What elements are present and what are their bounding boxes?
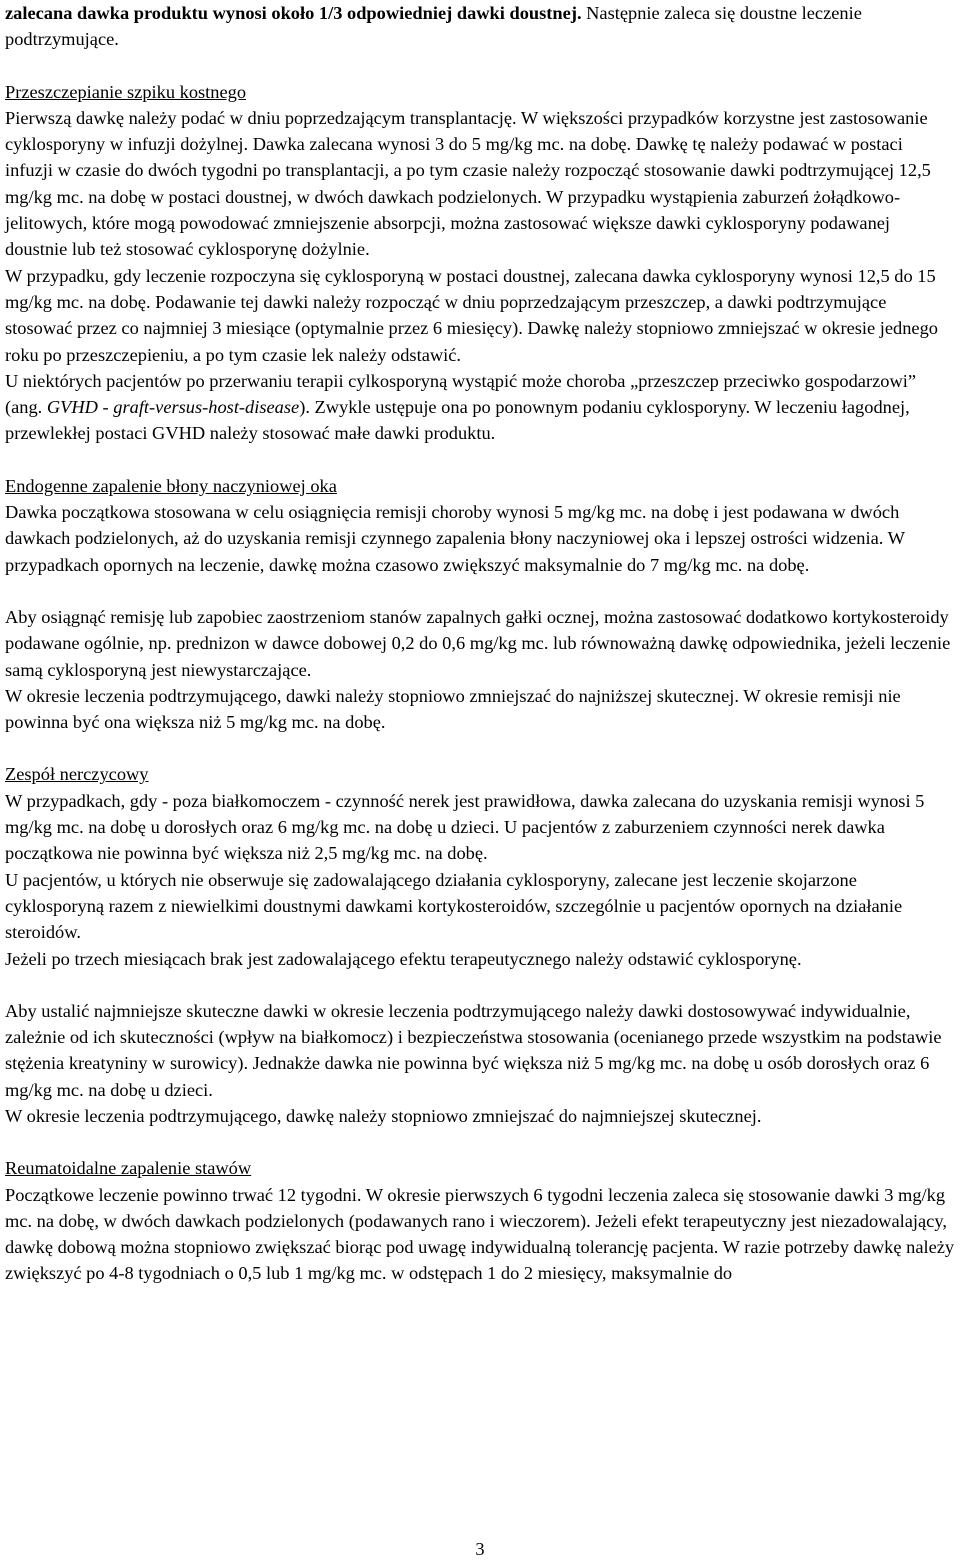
spacer	[5, 1129, 955, 1155]
gvhd-italic-term: GVHD - graft-versus-host-disease	[46, 397, 300, 418]
uveitis-section	[5, 473, 955, 578]
paragraph: Jeżeli po trzech miesiącach brak jest zadowalającego efektu terapeutycznego należy odstawić cyklosporynę.	[5, 948, 802, 969]
section-heading-uveitis: Endogenne zapalenie błony naczyniowej oka	[5, 475, 337, 496]
paragraph: W przypadku, gdy leczenie rozpoczyna się cyklosporyną w postaci doustnej, zalecana dawka cyklosporyny wynosi 12,5 do 15 mg/kg mc. na dobę. Podawanie tej dawki należy rozpocząć w dniu poprzedzającym przeszczep, a dawki podtrzymujące stosować przez co najmniej 3 miesiące (optymalnie przez 6 miesięcy). Dawkę należy stopniowo zmniejszać w okresie jednego roku po przeszczepieniu, a po tym czasie lek należy odstawić.	[5, 265, 938, 365]
section-heading-nephrotic: Zespół nerczycowy	[5, 764, 149, 785]
intro-section	[5, 0, 955, 53]
gvhd-paragraph	[5, 368, 955, 447]
spacer	[5, 735, 955, 761]
paragraph: Aby ustalić najmniejsze skuteczne dawki w okresie leczenia podtrzymującego należy dawki dostosowywać indywidualnie, zależnie od ich skuteczności (wpływ na białkomocz) i bezpieczeństwa stosowania (ocenianego przede wszystkim na podstawie stężenia kreatyniny w surowicy). Jednakże dawka nie powinna być większa niż 5 mg/kg mc. na dobę u osób dorosłych oraz 6 mg/kg mc. na dobę u dzieci.	[5, 1000, 942, 1100]
spacer	[5, 53, 955, 79]
gvhd-text-after: ). Zwykle ustępuje ona po ponownym podaniu cyklosporyny. W leczeniu łagodnej, przewlekłej postaci GVHD należy stosować małe dawki produktu.	[5, 397, 910, 444]
bone-marrow-section	[5, 79, 955, 447]
paragraph: Pierwszą dawkę należy podać w dniu poprzedzającym transplantację. W większości przypadków korzystne jest zastosowanie cyklosporyny w infuzji dożylnej. Dawka zalecana wynosi 3 do 5 mg/kg mc. na dobę. Dawkę tę należy podawać w postaci infuzji w czasie do dwóch tygodni po transplantacji, a po tym czasie należy rozpocząć stosowanie dawki podtrzymującej 12,5 mg/kg mc. na dobę w postaci doustnej, w dwóch dawkach podzielonych. W przypadku wystąpienia zaburzeń żołądkowo-jelitowych, które mogą powodować zmniejszenie absorpcji, można zastosować większe dawki cyklosporyny podawanej doustnie lub też stosować cyklosporynę dożylnie.	[5, 107, 931, 260]
page-number: 3	[475, 1539, 485, 1559]
paragraph: Dawka początkowa stosowana w celu osiągnięcia remisji choroby wynosi 5 mg/kg mc. na dobę i jest podawana w dwóch dawkach podzielonych, aż do uzyskania remisji czynnego zapalenia błony naczyniowej oka i lepszej ostrości widzenia. W przypadkach opornych na leczenie, dawkę można czasowo zwiększyć maksymalnie do 7 mg/kg mc. na dobę.	[5, 502, 905, 575]
paragraph: Początkowe leczenie powinno trwać 12 tygodni. W okresie pierwszych 6 tygodni leczenia zaleca się stosowanie dawki 3 mg/kg mc. na dobę, w dwóch dawkach podzielonych (podawanych rano i wieczorem). Jeżeli efekt terapeutyczny jest niezadowalający, dawkę dobową można stopniowo zwiększać biorąc pod uwagę indywidualną tolerancję pacjenta. W razie potrzeby dawkę należy zwiększyć po 4-8 tygodniach o 0,5 lub 1 mg/kg mc. w odstępach 1 do 2 miesięcy, maksymalnie do	[5, 1184, 955, 1284]
gvhd-text-before: U niektórych pacjentów po przerwaniu terapii cylkosporyną wystąpić może choroba „przeszczep przeciwko gospodarzowi” (ang.	[5, 370, 916, 418]
paragraph: Aby osiągnąć remisję lub zapobiec zaostrzeniom stanów zapalnych gałki ocznej, można zastosować dodatkowo kortykosteroidy podawane ogólnie, np. prednizon w dawce dobowej 0,2 do 0,6 mg/kg mc. lub równoważną dawkę odpowiednika, jeżeli leczenie samą cyklosporyną jest niewystarczające.	[5, 606, 951, 680]
intro-paragraph	[5, 0, 955, 53]
nephrotic-section-continued	[5, 998, 955, 1129]
paragraph: W przypadkach, gdy - poza białkomoczem - czynność nerek jest prawidłowa, dawka zalecana do uzyskania remisji wynosi 5 mg/kg mc. na dobę u dorosłych oraz 6 mg/kg mc. na dobę u dzieci. U pacjentów z zaburzeniem czynności nerek dawka początkowa nie powinna być większa niż 2,5 mg/kg mc. na dobę.	[5, 790, 925, 864]
paragraph: U pacjentów, u których nie obserwuje się zadowalającego działania cyklosporyny, zalecane jest leczenie skojarzone cyklosporyną razem z niewielkimi doustnymi dawkami kortykosteroidów, szczególnie u pacjentów opornych na działanie steroidów.	[5, 869, 903, 943]
nephrotic-section	[5, 761, 955, 971]
spacer	[5, 447, 955, 473]
paragraph: W okresie leczenia podtrzymującego, dawkę należy stopniowo zmniejszać do najmniejszej skutecznej.	[5, 1105, 762, 1126]
uveitis-section-continued	[5, 604, 955, 735]
intro-text: Następnie zaleca się doustne leczenie podtrzymujące.	[5, 3, 862, 50]
intro-bold-text: zalecana dawka produktu wynosi około 1/3 odpowiedniej dawki doustnej.	[5, 3, 582, 23]
section-heading-rheumatoid: Reumatoidalne zapalenie stawów	[5, 1158, 252, 1179]
document-page	[5, 0, 955, 1287]
section-heading-bone-marrow: Przeszczepianie szpiku kostnego	[5, 81, 247, 102]
paragraph: W okresie leczenia podtrzymującego, dawki należy stopniowo zmniejszać do najniższej skutecznej. W okresie remisji nie powinna być ona większa niż 5 mg/kg mc. na dobę.	[5, 685, 901, 733]
spacer	[5, 972, 955, 998]
spacer	[5, 578, 955, 604]
rheumatoid-section	[5, 1155, 955, 1286]
